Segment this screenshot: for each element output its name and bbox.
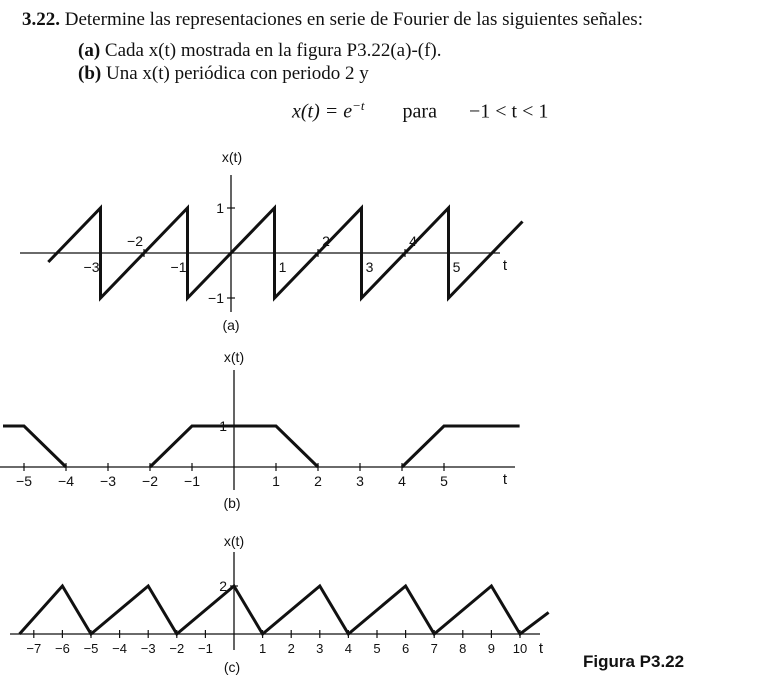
x-tick-label: 5 <box>373 641 381 656</box>
problem-number: 3.22. <box>22 9 60 30</box>
x-axis-label: t <box>502 471 508 488</box>
x-tick-label: 5 <box>440 473 448 489</box>
equation-lhs: x(t) = e <box>292 100 353 123</box>
x-tick-label: 8 <box>459 641 467 656</box>
x-axis-label: t <box>538 640 544 657</box>
x-tick-label: 1 <box>278 259 287 275</box>
x-tick-label: −4 <box>58 473 74 489</box>
x-tick-label: 4 <box>409 233 417 249</box>
part-b-text: Una x(t) periódica con periodo 2 y <box>105 63 369 84</box>
y-axis-label: x(t) <box>223 349 245 365</box>
x-tick-label: 3 <box>316 641 324 656</box>
x-tick-label: 3 <box>356 473 364 489</box>
x-tick-label: −3 <box>100 473 116 489</box>
x-tick-label: −3 <box>83 259 100 275</box>
chart-panel-2 <box>0 349 520 511</box>
panel-label: (c) <box>223 659 241 675</box>
x-tick-label: 10 <box>512 641 528 656</box>
x-tick-label: −5 <box>83 641 99 656</box>
x-axis-label: t <box>502 257 508 274</box>
figure-caption: Figura P3.22 <box>583 652 685 671</box>
signal-line <box>402 426 520 467</box>
chart-panel-1 <box>20 149 523 333</box>
x-tick-label: 2 <box>314 473 322 489</box>
x-tick-label: −3 <box>140 641 156 656</box>
part-b-label: (b) <box>78 63 102 84</box>
panel-label: (b) <box>223 495 241 511</box>
x-tick-label: −1 <box>184 473 200 489</box>
part-a-label: (a) <box>78 40 101 61</box>
x-tick-label: −7 <box>26 641 42 656</box>
x-tick-label: −2 <box>127 233 143 249</box>
y-tick-label: 1 <box>219 418 227 434</box>
x-tick-label: −2 <box>142 473 158 489</box>
x-tick-label: −1 <box>170 259 187 275</box>
part-a-text: Cada x(t) mostrada en la figura P3.22(a)-(f). <box>104 40 442 61</box>
x-tick-label: −2 <box>169 641 185 656</box>
x-tick-label: −6 <box>54 641 70 656</box>
equation-range: −1 < t < 1 <box>468 100 549 123</box>
x-tick-label: 2 <box>287 641 295 656</box>
x-tick-label: 1 <box>258 641 267 656</box>
equation-word: para <box>402 100 437 123</box>
signal-line <box>3 426 66 467</box>
panel-label: (a) <box>222 317 240 333</box>
x-tick-label: −4 <box>112 641 128 656</box>
signal-line <box>20 586 549 634</box>
x-tick-label: −5 <box>16 473 32 489</box>
y-axis-label: x(t) <box>223 533 245 549</box>
y-tick-label: −1 <box>208 290 224 306</box>
x-tick-label: 6 <box>401 641 410 656</box>
x-tick-label: 7 <box>430 641 438 656</box>
x-tick-label: 2 <box>322 233 330 249</box>
x-tick-label: 1 <box>272 473 280 489</box>
x-tick-label: 5 <box>452 259 461 275</box>
x-tick-label: −1 <box>197 641 213 656</box>
x-tick-label: 9 <box>487 641 496 656</box>
y-tick-label: 2 <box>219 578 227 594</box>
x-tick-label: 4 <box>344 641 353 656</box>
x-tick-label: 4 <box>398 473 406 489</box>
y-axis-label: x(t) <box>221 149 243 165</box>
problem-intro: Determine las representaciones en serie de Fourier de las siguientes señales: <box>64 9 643 30</box>
chart-panel-3 <box>10 533 549 675</box>
x-tick-label: 3 <box>365 259 374 275</box>
equation-exponent: −t <box>352 98 365 113</box>
y-tick-label: 1 <box>216 200 224 216</box>
